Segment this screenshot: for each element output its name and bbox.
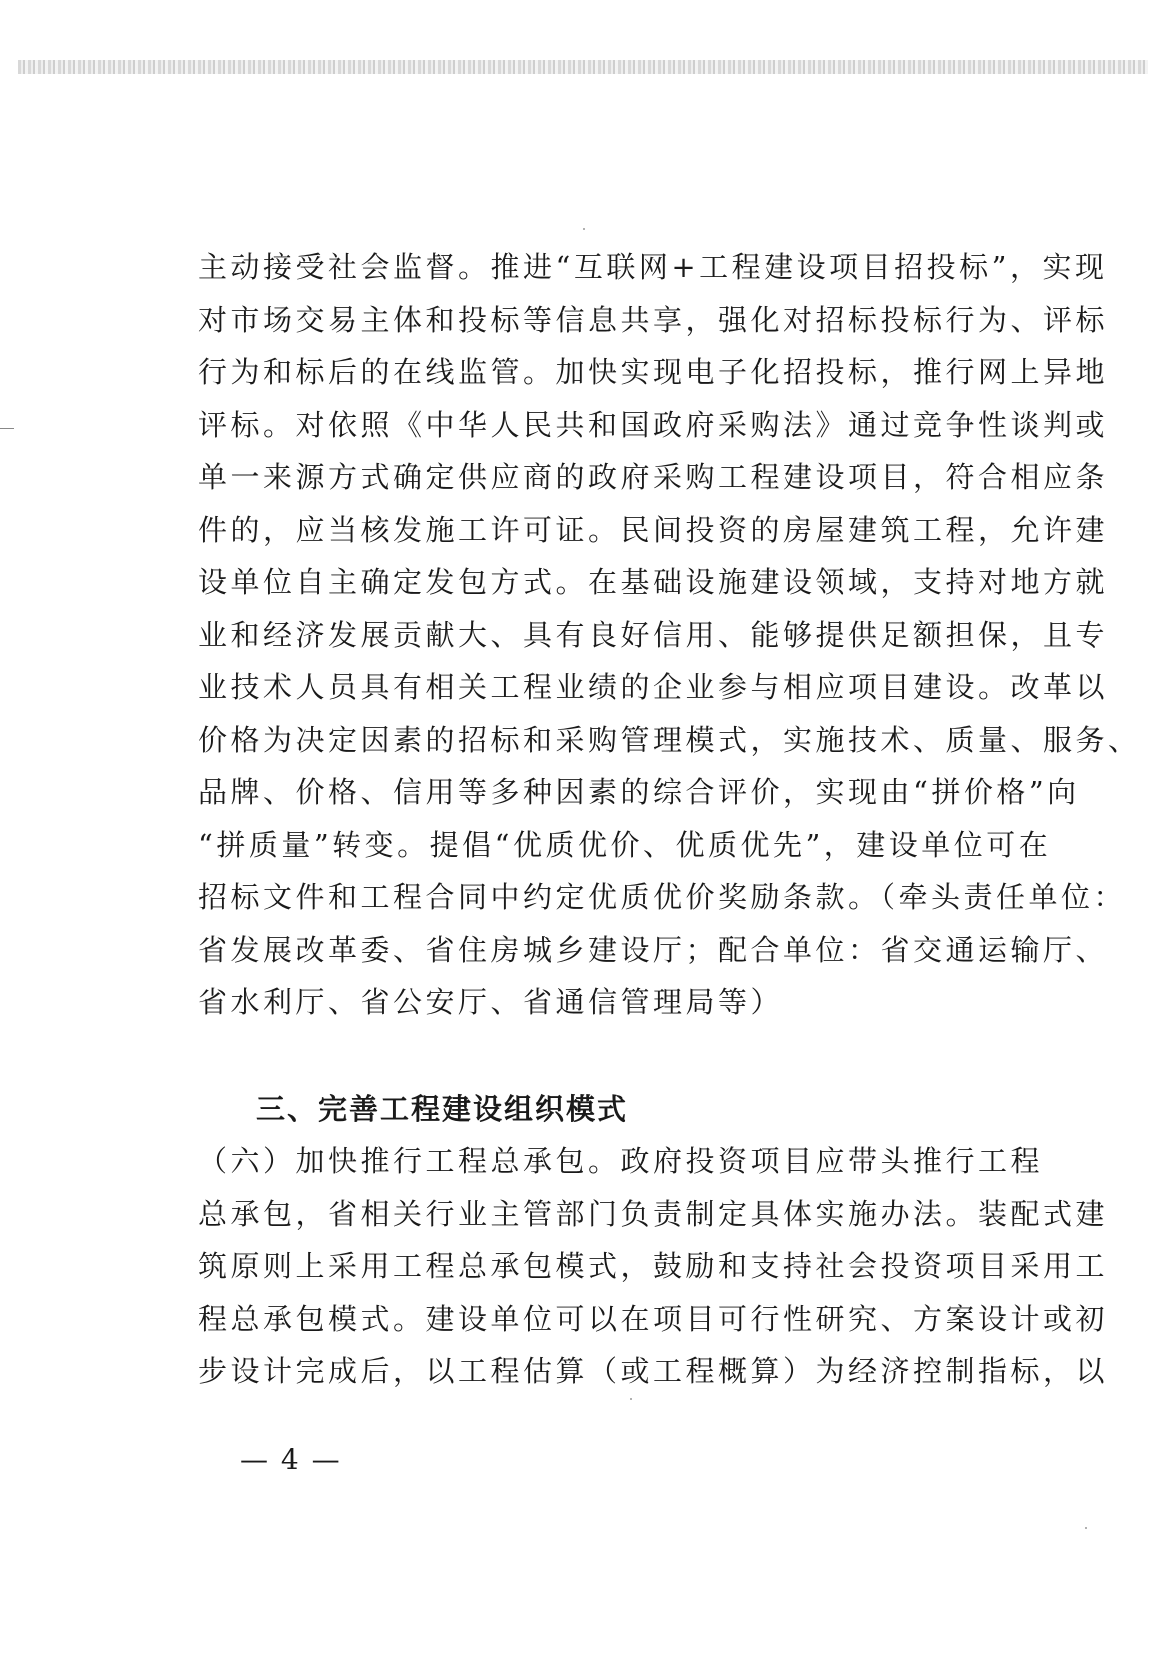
text-line: 业和经济发展贡献大、具有良好信用、能够提供足额担保，且专: [198, 617, 1109, 652]
text-line: 件的，应当核发施工许可证。民间投资的房屋建筑工程，允许建: [198, 512, 1109, 547]
text-line: 价格为决定因素的招标和采购管理模式，实施技术、质量、服务、: [198, 722, 1141, 757]
text-line: “拼质量”转变。提倡“优质优价、优质优先”，建设单位可在: [198, 827, 1052, 862]
text-line: 品牌、价格、信用等多种因素的综合评价，实现由“拼价格”向: [198, 775, 1080, 809]
text-line: 招标文件和工程合同中约定优质优价奖励条款。（牵头责任单位：: [198, 880, 1127, 914]
text-line: 设单位自主确定发包方式。在基础设施建设领域，支持对地方就: [198, 565, 1109, 599]
page-number: — 4 —: [240, 1443, 342, 1476]
text-line: 程总承包模式。建设单位可以在项目可行性研究、方案设计或初: [198, 1301, 1109, 1336]
text-line: 单一来源方式确定供应商的政府采购工程建设项目，符合相应条: [198, 460, 1109, 494]
text-line: 总承包，省相关行业主管部门负责制定具体实施办法。装配式建: [198, 1196, 1109, 1231]
text-line: 步设计完成后，以工程估算（或工程概算）为经济控制指标，以: [198, 1354, 1109, 1388]
text-line: 省水利厅、省公安厅、省通信管理局等）: [198, 985, 784, 1019]
scan-speck: [630, 1398, 632, 1400]
text-line: （六）加快推行工程总承包。政府投资项目应带头推行工程: [198, 1144, 1044, 1178]
scan-speck: [1085, 1527, 1087, 1529]
text-line: 行为和标后的在线监管。加快实现电子化招投标，推行网上异地: [198, 355, 1109, 389]
text-line: 主动接受社会监督。推进“互联网+工程建设项目招投标”，实现: [198, 250, 1108, 284]
section-heading: 三、完善工程建设组织模式: [256, 1092, 629, 1126]
scan-margin-mark: [0, 428, 14, 429]
paragraph-continuation: [198, 241, 1141, 1029]
text-line: 对市场交易主体和投标等信息共享，强化对招标投标行为、评标: [198, 302, 1109, 337]
text-line: 业技术人员具有相关工程业绩的企业参与相应项目建设。改革以: [198, 670, 1109, 704]
paragraph-six: [198, 1135, 1109, 1398]
scan-edge-band: [18, 60, 1148, 74]
text-line: 省发展改革委、省住房城乡建设厅；配合单位：省交通运输厅、: [198, 932, 1109, 967]
text-line: 评标。对依照《中华人民共和国政府采购法》通过竞争性谈判或: [198, 407, 1109, 442]
scan-speck: [583, 228, 585, 230]
text-line: 筑原则上采用工程总承包模式，鼓励和支持社会投资项目采用工: [198, 1249, 1109, 1283]
